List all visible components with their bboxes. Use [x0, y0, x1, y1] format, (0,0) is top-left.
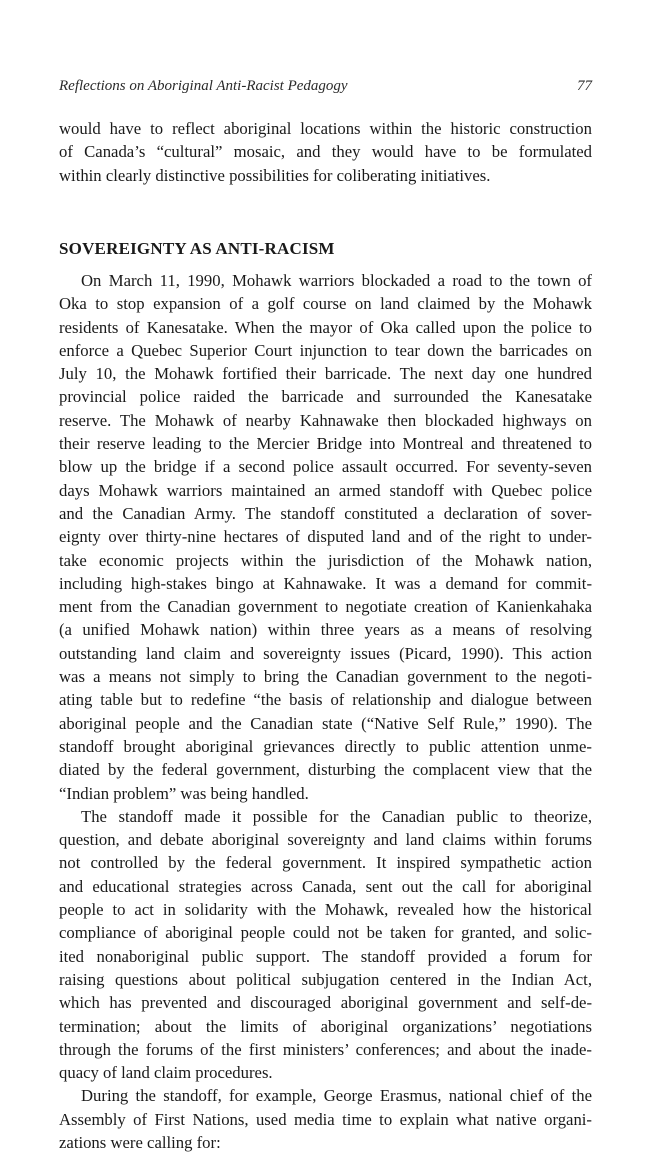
text-line: diated by the federal government, disturbing the complacent view that the: [59, 760, 592, 780]
text-line: The standoff made it possible for the Canadian public to theorize,: [81, 806, 592, 826]
text-line: days Mohawk warriors maintained an armed standoff with Quebec police: [59, 480, 592, 500]
text-line: question, and debate aboriginal sovereignty and land claims within forums: [59, 830, 592, 850]
text-line: enforce a Quebec Superior Court injunction to tear down the barricades on: [59, 340, 592, 360]
text-line: was a means not simply to bring the Canadian government to the negoti-: [59, 667, 592, 687]
text-line: provincial police raided the barricade and surrounded the Kanesatake: [59, 387, 592, 407]
text-line: quacy of land claim procedures.: [59, 1063, 273, 1083]
text-line: ment from the Canadian government to negotiate creation of Kanienkahaka: [59, 597, 592, 617]
text-line: zations were calling for:: [59, 1132, 221, 1152]
text-line: Assembly of First Nations, used media time to explain what native organi-: [59, 1109, 592, 1129]
text-line: within clearly distinctive possibilities for coliberating initiatives.: [59, 165, 491, 185]
text-line: During the standoff, for example, George Erasmus, national chief of the: [81, 1086, 592, 1106]
text-line: their reserve leading to the Mercier Bridge into Montreal and threatened to: [59, 434, 592, 454]
text-line: aboriginal people and the Canadian state (“Native Self Rule,” 1990). The: [59, 713, 592, 733]
text-line: Oka to stop expansion of a golf course on land claimed by the Mohawk: [59, 294, 592, 314]
text-line: of Canada’s “cultural” mosaic, and they would have to be formulated: [59, 142, 592, 162]
text-line: (a unified Mohawk nation) within three years as a means of resolving: [59, 620, 592, 640]
page-number: 77: [577, 78, 592, 94]
intro-paragraph: [59, 117, 592, 187]
text-line: residents of Kanesatake. When the mayor of Oka called upon the police to: [59, 317, 592, 337]
text-line: eignty over thirty-nine hectares of disputed land and of the right to under-: [59, 527, 592, 547]
text-line: “Indian problem” was being handled.: [59, 783, 309, 803]
text-line: compliance of aboriginal people could not be taken for granted, and solic-: [59, 923, 592, 943]
running-head-title: Reflections on Aboriginal Anti-Racist Pedagogy: [59, 78, 348, 94]
text-line: reserve. The Mohawk of nearby Kahnawake then blockaded highways on: [59, 410, 592, 430]
text-line: outstanding land claim and sovereignty issues (Picard, 1990). This action: [59, 643, 592, 663]
section-heading: SOVEREIGNTY AS ANTI-RACISM: [59, 239, 335, 258]
text-line: ating table but to redefine “the basis of relationship and dialogue between: [59, 690, 592, 710]
text-line: which has prevented and discouraged aboriginal government and self-de-: [59, 993, 592, 1013]
text-line: through the forums of the first ministers’ conferences; and about the inade-: [59, 1039, 592, 1059]
text-line: take economic projects within the jurisdiction of the Mohawk nation,: [59, 550, 592, 570]
section-body: [59, 269, 592, 1154]
text-line: July 10, the Mohawk fortified their barricade. The next day one hundred: [59, 364, 592, 384]
text-line: ited nonaboriginal public support. The standoff provided a forum for: [59, 946, 592, 966]
running-head: [59, 78, 592, 98]
text-line: standoff brought aboriginal grievances directly to public attention unme-: [59, 736, 592, 756]
text-line: blow up the bridge if a second police assault occurred. For seventy-seven: [59, 457, 592, 477]
text-line: and the Canadian Army. The standoff constituted a declaration of sover-: [59, 503, 592, 523]
text-line: people to act in solidarity with the Mohawk, revealed how the historical: [59, 900, 592, 920]
text-line: not controlled by the federal government. It inspired sympathetic action: [59, 853, 592, 873]
text-line: termination; about the limits of aboriginal organizations’ negotiations: [59, 1016, 592, 1036]
text-line: On March 11, 1990, Mohawk warriors blockaded a road to the town of: [81, 271, 592, 290]
text-line: including high-stakes bingo at Kahnawake. It was a demand for commit-: [59, 573, 592, 593]
text-line: and educational strategies across Canada, sent out the call for aboriginal: [59, 876, 592, 896]
text-line: raising questions about political subjugation centered in the Indian Act,: [59, 969, 592, 989]
text-line: would have to reflect aboriginal locations within the historic construction: [59, 119, 592, 138]
